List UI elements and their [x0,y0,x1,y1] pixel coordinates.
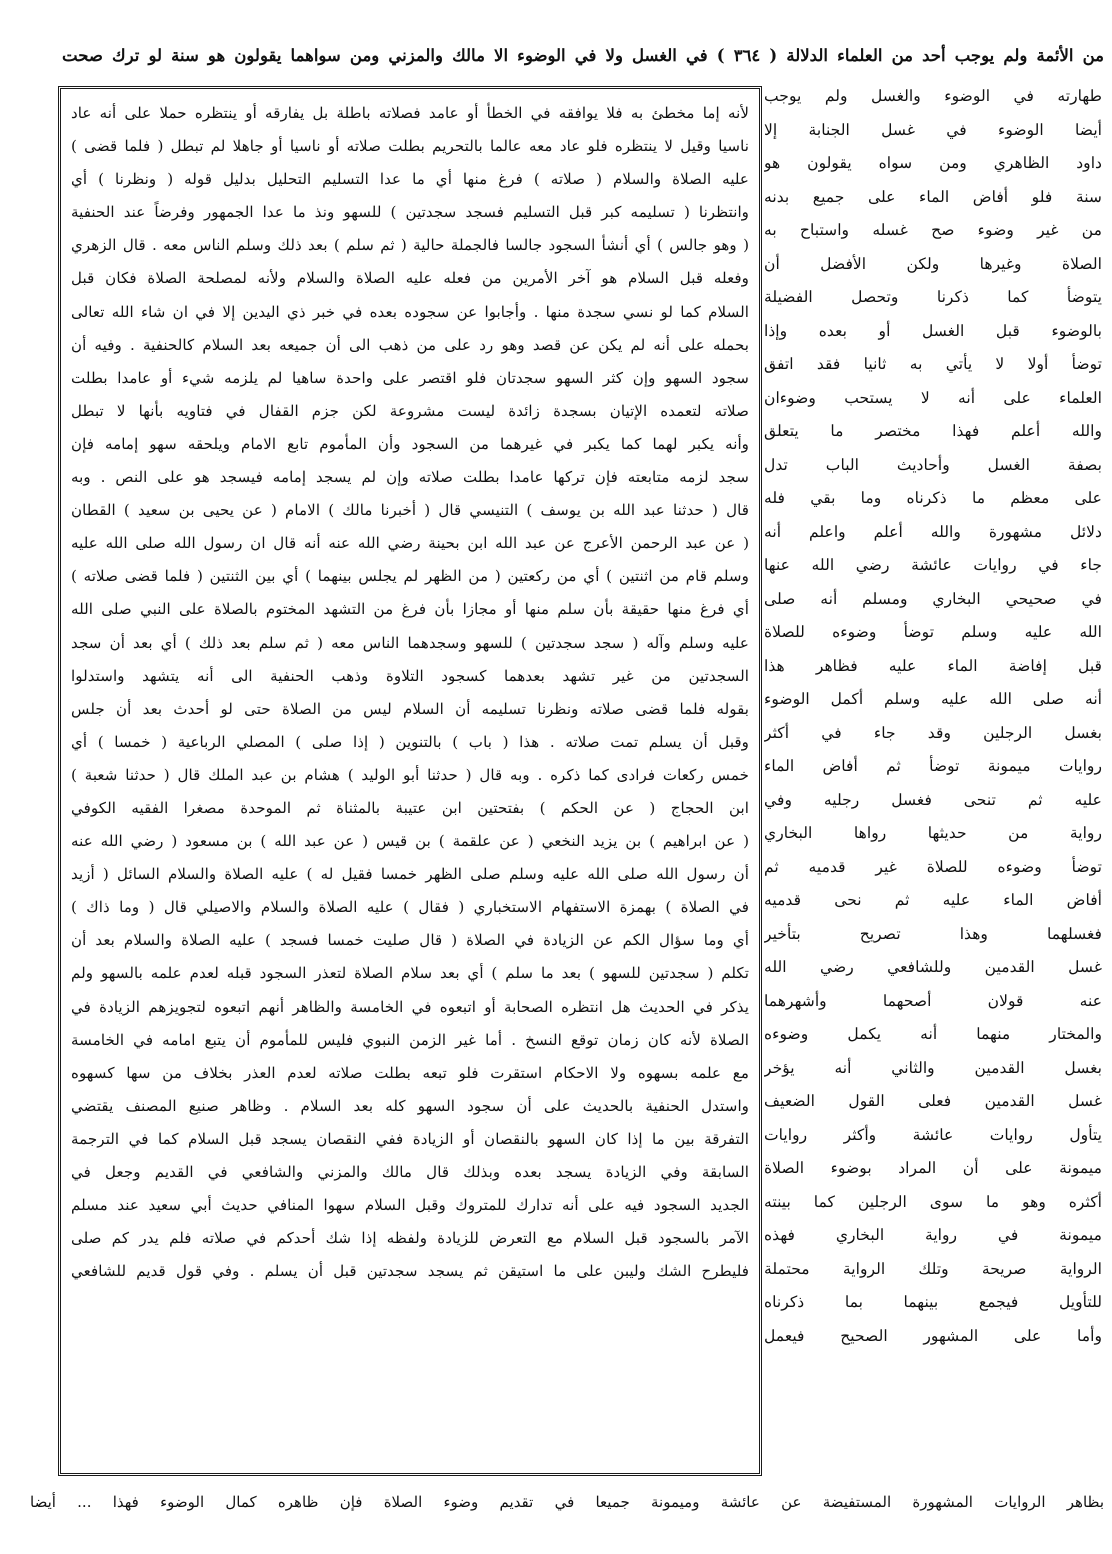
margin-commentary [764,80,1106,1353]
margin-text-line: أكثره وهو ما سوى الرجلين كما بينته [764,1192,1102,1211]
main-text-line: السجدتين من غير تشهد بعدهما كسجود التلاوة وذهب الحنفية الى أنه يتشهد واستدلوا [71,666,749,685]
margin-text-line: بغسل الرجلين وقد جاء في أكثر [764,723,1102,742]
margin-text-line: والمختار منهما أنه يكمل وضوءه [764,1025,1102,1043]
main-text-line: فليطرح الشك وليبن على ما استيقن ثم يسجد سجدتين قبل أن يسلم . وفي قول قديم للشافعي [71,1262,749,1281]
margin-text-line: يتأول روايات عائشة وأكثر روايات [764,1125,1102,1144]
margin-text-line: ميمونة في رواية البخاري فهذه [764,1226,1102,1244]
main-text-line: أي فرغ منها حقيقة بأن سلم منها أو مجازا بأن فرغ من التشهد المختوم بالصلاة على النبي صلى الله [71,600,749,619]
margin-text-line: قبل إفاضة الماء عليه فظاهر هذا [764,656,1102,675]
margin-text-line: بصفة الغسل وأحاديث الباب تدل [764,455,1102,474]
margin-text-line: للتأويل فيجمع بينهما بما ذكرناه [764,1293,1102,1311]
margin-text-line: توضأ أولا لا يأتي به ثانيا فقد اتفق [764,355,1102,373]
main-text-line: تكلم ( سجدتين للسهو ) بعد ما سلم ) أي بعد سلام الصلاة لتعذر السجود قبله لعدم علمه بالسهو ولم [71,964,749,983]
footer-text: بظاهر الروايات المشهورة المستفيضة عن عائشة وميمونة جميعا في تقديم وضوء الصلاة فإن ظاهره كمال الوضوء فهذا ... أيضا [30,1493,1104,1511]
main-text-line: ( عن ابراهيم ) بن يزيد النخعي ( عن علقمة ) بن قيس ( عن عبد الله ) بن مسعود ( رضي الله عنه [71,832,749,851]
main-text-line: سجد لزمه متابعته فإن تركها عامدا بطلت صلاته وإن لم يسجد إمامه فيسجد هو على النص . وبه [71,468,749,487]
margin-text-line: غسل القدمين فعلى القول الضعيف [764,1092,1102,1110]
main-text-line: ناسيا وقيل لا ينتظره فلو عاد معه عالما بالتحريم بطلت صلاته أو ناسيا أو جاهلا لم تبطل ( فلما قضى ) [71,137,749,156]
main-text-frame [58,86,762,1476]
main-text-line: عليه الصلاة والسلام ( صلاته ) فرغ منها أي ما عدا التسليم التحليل بدليل قوله ( ونظرنا ) أي [71,170,749,189]
header-text: من الأئمة ولم يوجب أحد من العلماء الدلالة ( ٣٦٤ ) في الغسل ولا في الوضوء الا مالك والمزني ومن سواهما يقولون هو سنة لو ترك صحت [62,46,1104,65]
main-text-line: في الصلاة ) بهمزة الاستفهام الاستخباري ( فقال ) عليه الصلاة والسلام والاصيلي قال ( وما ذاك ) [71,898,749,917]
main-text-line: الآمر بالسجود قبل السلام مع التعرض للزيادة ولفظه إذا شك أحدكم في صلاته فلم يدر كم صلى [71,1229,749,1248]
main-text-line: صلاته لتعمده الإتيان بسجدة زائدة ليست مشروعة لكن جزم القفال في فتاويه بأنها لا تبطل [71,401,749,420]
main-text-line: ابن الحجاج ( عن الحكم ) بفتحتين ابن عتيبة بالمثناة ثم الموحدة مصغرا الفقيه الكوفي [71,798,749,817]
main-text-line: وأنه يكبر لهما كما يكبر في غيرهما من السجود وأن المأموم تابع الامام ويلحقه سهو إمامه فإن [71,434,749,453]
margin-text-line: على معظم ما ذكرناه وما بقي فله [764,489,1102,507]
margin-text-line: الرواية صريحة وتلك الرواية محتملة [764,1259,1102,1278]
margin-text-line: بالوضوء قبل الغسل أو بعده وإذا [764,321,1102,340]
main-text-line: أن رسول الله صلى الله عليه وسلم صلى الظهر خمسا فقيل له ) عليه الصلاة والسلام السائل ( أزيد [71,865,749,884]
main-text-line: الجديد السجود فيه على أنه تدارك للمتروك وقبل السلام سهوا المنافي حديث أبي سعيد عند مسلم [71,1196,749,1215]
margin-text-line: غسل القدمين وللشافعي رضي الله [764,958,1102,976]
main-text-line: بقوله فلما قضى صلاته ونظرنا تسليمه أن السلام ليس من الصلاة حتى لو أحدث بعد أن جلس [71,699,749,718]
page-footer [30,1486,1104,1518]
margin-text-line: عنه قولان أصحهما وأشهرهما [764,991,1102,1010]
margin-text-line: الله عليه وسلم توضأ وضوءه للصلاة [764,623,1102,641]
main-text-line: سجود السهو وإن كثر السهو سجدتان فلو اقتصر على واحدة ساهيا لم يلزمه شيء أو عامدا بطلت [71,368,749,387]
margin-text-line: طهارته في الوضوء والغسل ولم يوجب [764,87,1102,105]
margin-text-line: في صحيحي البخاري ومسلم أنه صلى [764,589,1102,608]
main-text-line: واستدل الحنفية بالحديث على أن سجود السهو كله بعد السلام . وظاهر صنيع المصنف يقتضي [71,1096,749,1115]
main-text-line: يذكر في الحديث هل انتظره الصحابة أو اتبعوه في الخامسة والظاهر أنهم اتبعوه لتجويزهم الزيادة في [71,997,749,1016]
margin-text-line: جاء في روايات عائشة رضي الله عنها [764,556,1102,574]
main-text-line: السابقة وفي الزيادة يسجد بعده وبذلك قال مالك والمزني والشافعي في القديم وجعل في [71,1163,749,1181]
main-text-line: بحمله على أنه لم يكن عن قصد وهو رد على من ذهب الى أن جميعه بعد السلام كالحنفية . وفيه أن [71,335,749,354]
main-text-line: أي وما سؤال الكم عن الزيادة في الصلاة ( قال صليت خمسا فسجد ) عليه الصلاة والسلام بعد أن [71,931,749,950]
margin-text-line: رواية من حديثها رواها البخاري [764,824,1102,842]
main-text-line: التفرقة بين ما إذا كان السهو بالنقصان أو الزيادة ففي النقصان يسجد قبل السلام كما في الترجمة [71,1129,749,1148]
margin-text-line: من غير وضوء صح غسله واستباح به [764,221,1102,239]
margin-text-line: أيضا الوضوء في غسل الجنابة إلا [764,120,1102,139]
margin-text-line: والله أعلم فهذا مختصر ما يتعلق [764,422,1102,440]
main-commentary [71,97,749,1288]
page-header [62,36,1104,76]
main-text-line: ( وهو جالس ) أي أنشأ السجود جالسا فالجملة حالية ( ثم سلم ) بعد ذلك وسلم الناس معه . قال الزهري [71,236,749,255]
margin-text-line: سنة فلو أفاض الماء على جميع بدنه [764,187,1102,206]
main-text-line: وفعله قبل السلام هو آخر الأمرين من فعله عليه الصلاة والسلام ولأنه لمصلحة الصلاة فكان قبل [71,269,749,288]
margin-text-line: روايات ميمونة توضأ ثم أفاض الماء [764,757,1102,775]
main-text-line: مع علمه بسهوه ولا الاحكام استقرت فلو تبعه بطلت صلاته لعدم العذر بخلاف من سها كسهوه [71,1063,749,1082]
main-text-line: وسلم قام من اثنتين ) أي من ركعتين ( من الظهر لم يجلس بينهما ) أي بين الثنتين ( فلما قضى صلاته ) [71,567,749,586]
margin-text-line: توضأ وضوءه للصلاة غير قدميه ثم [764,857,1102,876]
main-text-line: وانتظرنا ( تسليمه كبر قبل التسليم فسجد سجدتين ) للسهو ونذ ما عدا الجمهور وفرضاً عند الحنفية [71,203,749,222]
main-text-line: خمس ركعات فرادى كما ذكره . وبه قال ( حدثنا أبو الوليد ) هشام بن عبد الملك قال ( حدثنا شعبة ) [71,765,749,784]
margin-column [764,80,1106,1480]
main-text-line: الصلاة لأنه كان زمان توقع النسخ . أما غير الزمن النبوي فليس للمأموم أن يتبع امامه في الخامسة [71,1030,749,1049]
margin-text-line: دلائل مشهورة والله أعلم واعلم أنه [764,522,1102,541]
margin-text-line: وأما على المشهور الصحيح فيعمل [764,1326,1102,1345]
main-text-line: ( عن عبد الرحمن الأعرج عن عبد الله ابن بحينة رضي الله عنه أنه قال ان رسول الله صلى الله عليه [71,534,749,553]
margin-text-line: يتوضأ كما ذكرنا وتحصل الفضيلة [764,288,1102,306]
margin-text-line: ميمونة على أن المراد بوضوء الصلاة [764,1159,1102,1177]
main-text-line: لأنه إما مخطئ به فلا يوافقه في الخطأ أو عامد فصلاته باطلة بل يفارقه أو ينتظره حملا على أنه عاد [71,104,749,122]
main-text-line: وقبل أن يسلم تمت صلاته . هذا ( باب ) بالتنوين ( إذا صلى ) المصلي الرباعية ( خمسا ) أي [71,732,749,751]
main-text-line: قال ( حدثنا عبد الله بن يوسف ) التنيسي قال ( أخبرنا مالك ) الامام ( عن يحيى بن سعيد ) القطان [71,501,749,520]
margin-text-line: الصلاة وغيرها ولكن الأفضل أن [764,254,1102,273]
margin-text-line: بغسل القدمين والثاني أنه يؤخر [764,1058,1102,1077]
margin-text-line: فغسلهما وهذا تصريح بتأخير [764,924,1102,943]
margin-text-line: أفاض الماء عليه ثم نحى قدميه [764,891,1102,909]
margin-text-line: أنه صلى الله عليه وسلم أكمل الوضوء [764,690,1102,708]
margin-text-line: داود الظاهري ومن سواه يقولون هو [764,154,1102,172]
main-text-line: السلام كما لو نسي سجدة منها . وأجابوا عن سجوده بعده في خبر ذي اليدين إلا في ان شاء الله تعالى [71,302,749,321]
main-text-line: عليه وسلم وآله ( سجد سجدتين ) للسهو وسجدهما الناس معه ( ثم سلم بعد ذلك ) أي بعد أن سجد [71,633,749,652]
margin-text-line: العلماء على أنه لا يستحب وضوءان [764,388,1102,407]
margin-text-line: عليه ثم تنحى فغسل رجليه وفي [764,790,1102,809]
